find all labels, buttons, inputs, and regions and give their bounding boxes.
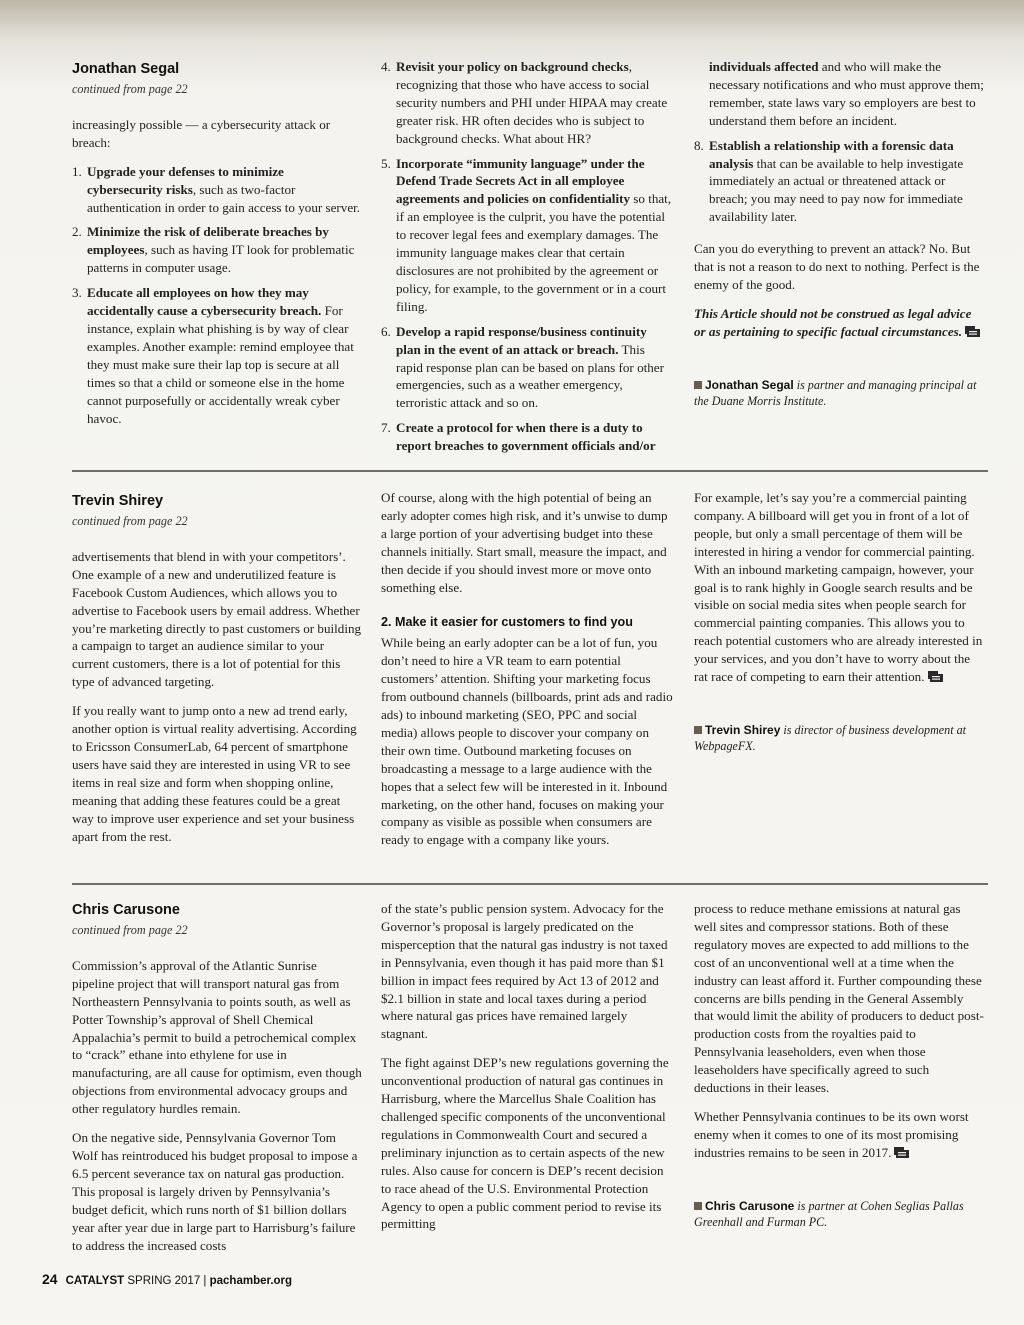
paragraph: While being an early adopter can be a lot of fun, you don’t need to hire a VR team to earn potential customers’ attention. Shifting your marketing focus from outbound channels (billboards, print ads and radio ads) to inbound marketing (SEO, PPC and social media) allows people to discover your company on their own time. Outbound marketing focuses on broadcasting a message to a large audience with the hopes that a select few will be interested in it. Inbound marketing, on the other hand, focuses on making your company as visible as possible when consumers are ready to engage with a company like yours.: [381, 635, 673, 848]
segal-column-3: [694, 58, 984, 410]
article-heading: Jonathan Segal: [72, 61, 180, 77]
bio-square-icon: [694, 1202, 702, 1210]
shirey-column-2: [381, 489, 673, 860]
paragraph: Of course, along with the high potential of being an early adopter comes high risk, and it’s unwise to dump a large portion of your advertising budget into these channels initially. Start small, measure the impact, and then decide if you should invest more or move onto something else.: [381, 490, 668, 595]
website-link[interactable]: pachamber.org: [209, 1275, 293, 1287]
paragraph: Commission’s approval of the Atlantic Sunrise pipeline project that will transport natural gas from Northeastern Pennsylvania to points south, as well as Potter Township’s approval of Shell Chemical Appalachia’s permit to build a petrochemical complex to “crack” ethane into ethylene for use in manufacturing, are all cause for optimism, even though objections from environmental advocacy groups and other regulatory hurdles remain.: [72, 957, 362, 1117]
page-number: 24: [42, 1271, 58, 1287]
segal-column-2: [381, 58, 673, 462]
paragraph: On the negative side, Pennsylvania Governor Tom Wolf has reintroduced his budget proposal to impose a 6.5 percent severance tax on natural gas production. This proposal is largely driven by Pennsylvania’s budget deficit, which runs north of $1 billion dollars year after year due in large part to Harrisburg’s failure to address the increased costs: [72, 1130, 358, 1253]
folded-newspaper-icon: [928, 671, 943, 682]
author-bio: Chris Carusone is partner at Cohen Seglias Pallas Greenhall and Furman PC.: [694, 1198, 964, 1230]
list-item: 3. Educate all employees on how they may accidentally cause a cybersecurity breach. For instance, explain what phishing is by way of clear examples. Another example: remind employee that they must make sure their lap top is secure at all times so that a child or someone else in the home cannot purposefully or accidentally wreak cyber havoc.: [72, 285, 354, 426]
list-item: 5. Incorporate “immunity language” under the Defend Trade Secrets Act in all employee agreements and policies on confidentiality so that, if an employee is the culprit, you have the potential to recover legal fees and exemplary damages. The immunity language makes clear that certain disclosures are not prohibited by the agreement or policy, for example, to the government or in a court filing.: [381, 155, 672, 314]
section-divider: [72, 470, 988, 472]
paragraph: of the state’s public pension system. Advocacy for the Governor’s proposal is largely predicated on the misperception that the natural gas industry is not taxed in Pennsylvania, even though it has paid more than $1 billion in impact fees required by Act 13 of 2012 and $2.1 billion in state and local taxes during a period where natural gas prices have remained largely stagnant.: [381, 901, 668, 1042]
article-heading: Chris Carusone: [72, 902, 180, 918]
carusone-column-2: [381, 900, 673, 1244]
magazine-name: CATALYST: [65, 1275, 125, 1287]
subheading: 2. Make it easier for customers to find you: [381, 615, 633, 630]
article-heading: Trevin Shirey: [72, 493, 164, 509]
list-item: individuals affected and who will make the necessary notifications and who must approve them; remember, state laws vary so employers are best to understand them before an incident.: [709, 59, 984, 128]
continued-note: continued from page 22: [72, 923, 188, 937]
list-item: 7. Create a protocol for when there is a duty to report breaches to government officials and/or: [381, 420, 656, 454]
carusone-column-3: [694, 900, 986, 1231]
intro-paragraph: increasingly possible — a cybersecurity attack or breach:: [72, 116, 331, 150]
shirey-column-3: [694, 489, 984, 755]
list-item: 4. Revisit your policy on background checks, recognizing that those who have access to social security numbers and PHI under HIPAA may create greater risk. HR often decides who is subject to background checks. What about HR?: [381, 59, 668, 146]
page-footer: [42, 1271, 292, 1287]
tips-list: [72, 163, 362, 428]
bio-square-icon: [694, 726, 702, 734]
paragraph: The fight against DEP’s new regulations governing the unconventional production of natural gas continues in Harrisburg, where the Marcellus Shale Coalition has challenged specific components of the unconventional regulations in Commonwealth Court and secured a preliminary injunction as to certain aspects of the new rules. Also cause for concern is DEP’s recent decision to race ahead of the U.S. Environmental Protection Agency to open a public comment period to revise its permitting: [381, 1055, 669, 1232]
carusone-column-1: [72, 901, 362, 1265]
disclaimer: This Article should not be construed as legal advice or as pertaining to specific factual circumstances.: [694, 305, 984, 341]
closing-paragraph: Can you do everything to prevent an attack? No. But that is not a reason to do next to nothing. Perfect is the enemy of the good.: [694, 241, 980, 292]
paragraph: advertisements that blend in with your competitors’. One example of a new and underutilized feature is Facebook Custom Audiences, which allows you to advertise to Facebook users by email address. Whether you’re marketing directly to past customers or building a campaign to target an audience similar to your current customers, there is a lot of potential for this type of advanced targeting.: [72, 548, 362, 690]
paragraph: For example, let’s say you’re a commercial painting company. A billboard will get you in front of a lot of people, but only a small percentage of them will be interested in hiring a vendor for commercial painting. With an inbound marketing campaign, however, your goal is to rank highly in Google search results and be visible on social media sites when people search for commercial painting companies. This allows you to reach potential customers who are already interested in your services, and you don’t have to worry about the rat race of competing to earn their attention.: [694, 490, 983, 685]
folded-newspaper-icon: [965, 326, 980, 337]
issue-label: SPRING 2017 |: [124, 1275, 210, 1287]
bio-square-icon: [694, 381, 702, 389]
tips-list: [694, 58, 984, 226]
section-divider: [72, 883, 988, 885]
author-bio: Trevin Shirey is director of business development at WebpageFX.: [694, 722, 967, 754]
author-bio: Jonathan Segal is partner and managing principal at the Duane Morris Institute.: [694, 377, 977, 409]
paragraph: If you really want to jump onto a new ad trend early, another option is virtual reality advertising. According to Ericsson ConsumerLab, 64 percent of smartphone users have said they are interested in using VR to see items in real size and form when shopping online, meaning that adding these features could be a great way to improve user experience and set your business apart from the rest.: [72, 703, 357, 844]
list-item: 8. Establish a relationship with a forensic data analysis that can be available to help investigate immediately an actual or threatened attack or breach; you may need to pay now for immediate availability later.: [694, 137, 964, 225]
folded-newspaper-icon: [894, 1147, 909, 1158]
list-item: 6. Develop a rapid response/business continuity plan in the event of an attack or breach. This rapid response plan can be based on plans for other emergencies, such as a weather emergency, terroristic attack and so on.: [381, 323, 664, 411]
list-item: 1. Upgrade your defenses to minimize cybersecurity risks, such as two-factor authentication in order to gain access to your server.: [72, 163, 361, 215]
continued-note: continued from page 22: [72, 514, 188, 528]
paragraph: process to reduce methane emissions at natural gas well sites and compressor stations. Both of these regulatory moves are expected to add millions to the cost of an unconventional well at a time when the industry can least afford it. Further compounding these concerns are bills pending in the General Assembly that would limit the ability of producers to deduct post-production costs from the royalties paid to Pennsylvania leaseholders, even when those leaseholders have specifically agreed to such deductions in their leases.: [694, 901, 984, 1096]
segal-column-1: [72, 60, 362, 434]
tips-list: [381, 58, 673, 455]
paragraph: Whether Pennsylvania continues to be its own worst enemy when it comes to one of its most promising industries remains to be seen in 2017.: [694, 1108, 969, 1160]
shirey-column-1: [72, 492, 363, 856]
list-item: 2. Minimize the risk of deliberate breaches by employees, such as having IT look for problematic patterns in computer usage.: [72, 224, 355, 276]
continued-note: continued from page 22: [72, 82, 188, 96]
